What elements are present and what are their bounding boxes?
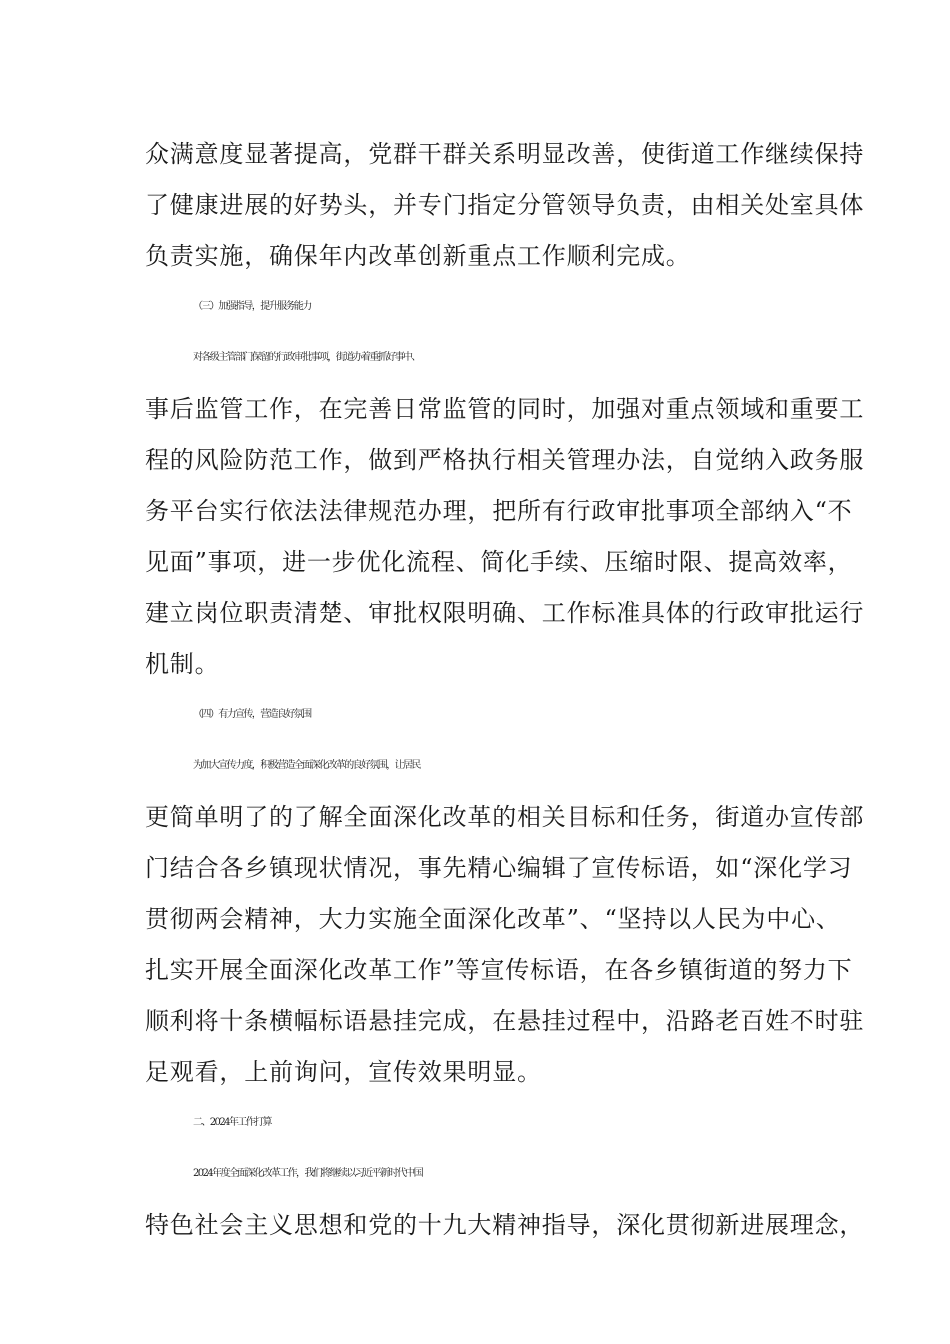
paragraph-line: 务平台实行依法法律规范办理，把所有行政审批事项全部纳入“不 (145, 497, 853, 525)
paragraph-line: 负责实施，确保年内改革创新重点工作顺利完成。 (145, 242, 691, 270)
paragraph-line: 2024年度全面深化改革工作，我们将继续以习近平新时代中国 (193, 1168, 423, 1179)
paragraph-line: 特色社会主义思想和党的十九大精神指导，深化贯彻新进展理念， (145, 1211, 865, 1239)
paragraph-line: 建立岗位职责清楚、审批权限明确、工作标准具体的行政审批运行 (145, 599, 865, 627)
paragraph-line: 足观看，上前询问，宣传效果明显。 (145, 1058, 542, 1086)
paragraph-line: 扎实开展全面深化改革工作”等宣传标语，在各乡镇街道的努力下 (145, 956, 853, 984)
section-heading: 二、2024年工作打算 (193, 1117, 271, 1128)
paragraph-line: 了健康进展的好势头，并专门指定分管领导负责，由相关处室具体 (145, 191, 865, 219)
paragraph-line: 顺利将十条横幅标语悬挂完成，在悬挂过程中，沿路老百姓不时驻 (145, 1007, 865, 1035)
paragraph-line: 机制。 (145, 650, 220, 678)
paragraph-line: 贯彻两会精神，大力实施全面深化改革”、“坚持以人民为中心、 (145, 905, 841, 933)
paragraph-line: 更简单明了的了解全面深化改革的相关目标和任务，街道办宣传部 (145, 803, 865, 831)
section-heading: （三）加强指导，提升服务能力 (193, 301, 311, 312)
paragraph-line: 见面”事项，进一步优化流程、简化手续、压缩时限、提高效率， (145, 548, 853, 576)
paragraph-line: 程的风险防范工作，做到严格执行相关管理办法，自觉纳入政务服 (145, 446, 865, 474)
paragraph-line: 为加大宣传力度，积极营造全面深化改革的良好氛围，让居民 (193, 760, 420, 771)
paragraph-line: 事后监管工作，在完善日常监管的同时，加强对重点领域和重要工 (145, 395, 865, 423)
section-heading: （四）有力宣传，营造良好氛围 (193, 709, 311, 720)
paragraph-line: 门结合各乡镇现状情况，事先精心编辑了宣传标语，如“深化学习 (145, 854, 853, 882)
paragraph-line: 对各级主管部门保留的行政审批事项，街道办着重抓好事中、 (193, 352, 420, 363)
paragraph-line: 众满意度显著提高，党群干群关系明显改善，使街道工作继续保持 (145, 140, 865, 168)
